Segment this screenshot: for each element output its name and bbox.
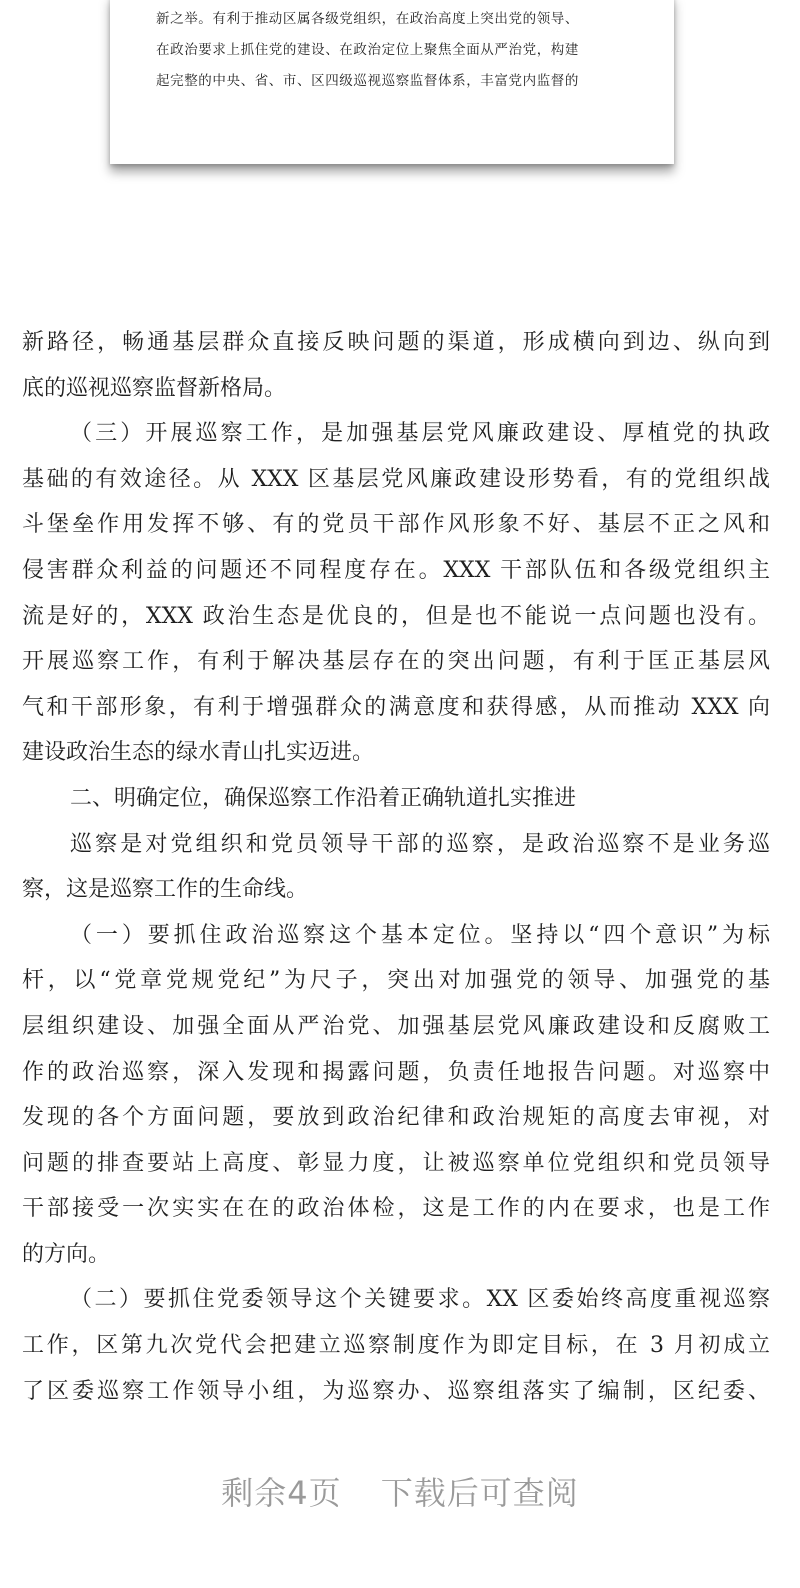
section-heading: 二、明确定位，确保巡察工作沿着正确轨道扎实推进 (70, 785, 577, 811)
text-line: 察，这是巡察工作的生命线。 (22, 877, 309, 903)
text-line: 斗堡垒作用发挥不够、有的党员干部作风形象不好、基层不正之风和 (22, 512, 770, 538)
text-line: 新路径，畅通基层群众直接反映问题的渠道，形成横向到边、纵向到 (22, 330, 770, 355)
text-line: 巡察是对党组织和党员领导干部的巡察，是政治巡察不是业务巡 (70, 831, 770, 857)
text-line: 基础的有效途径。从 XXX 区基层党风廉政建设形势看，有的党组织战 (22, 466, 770, 492)
text-line: 作的政治巡察，深入发现和揭露问题，负责任地报告问题。对巡察中 (22, 1059, 770, 1085)
text-line: （三）开展巡察工作，是加强基层党风廉政建设、厚植党的执政 (70, 421, 770, 447)
text-line: 底的巡视巡察监督新格局。 (22, 375, 287, 401)
text-line: 杆，以“党章党规党纪”为尺子，突出对加强党的领导、加强党的基 (22, 968, 770, 994)
card-text-line: 新之举。有利于推动区属各级党组织，在政治高度上突出党的领导、 (156, 11, 579, 27)
text-line: 发现的各个方面问题，要放到政治纪律和政治规矩的高度去审视，对 (22, 1105, 770, 1131)
document-body (22, 320, 770, 1414)
text-line: 干部接受一次实实在在的政治体检，这是工作的内在要求，也是工作 (22, 1196, 770, 1222)
download-to-view-text: 下载后可查阅 (380, 1474, 579, 1512)
text-line: 建设政治生态的绿水青山扎实迈进。 (22, 740, 375, 766)
text-line: （一）要抓住政治巡察这个基本定位。坚持以“四个意识”为标 (70, 922, 770, 948)
text-line: 了区委巡察工作领导小组，为巡察办、巡察组落实了编制，区纪委、 (22, 1378, 770, 1404)
text-line: 流是好的，XXX 政治生态是优良的，但是也不能说一点问题也没有。 (22, 603, 770, 629)
card-text-line: 起完整的中央、省、市、区四级巡视巡察监督体系，丰富党内监督的 (156, 73, 579, 89)
text-line: 气和干部形象，有利于增强群众的满意度和获得感，从而推动 XXX 向 (22, 694, 770, 720)
text-line: 层组织建设、加强全面从严治党、加强基层党风廉政建设和反腐败工 (22, 1013, 770, 1039)
preview-page-card (110, 0, 674, 164)
text-line: 工作，区第九次党代会把建立巡察制度作为即定目标，在 3 月初成立 (22, 1333, 770, 1359)
remaining-pages-text: 剩余4页 (221, 1474, 342, 1512)
text-line: 的方向。 (22, 1241, 111, 1267)
download-prompt[interactable] (0, 1468, 800, 1514)
text-line: 侵害群众利益的问题还不同程度存在。XXX 干部队伍和各级党组织主 (22, 557, 770, 583)
card-text-line: 在政治要求上抓住党的建设、在政治定位上聚焦全面从严治党，构建 (156, 42, 579, 58)
text-line: 问题的排查要站上高度、彰显力度，让被巡察单位党组织和党员领导 (22, 1150, 770, 1176)
text-line: （二）要抓住党委领导这个关键要求。XX 区委始终高度重视巡察 (70, 1287, 770, 1313)
text-line: 开展巡察工作，有利于解决基层存在的突出问题，有利于匡正基层风 (22, 649, 770, 675)
